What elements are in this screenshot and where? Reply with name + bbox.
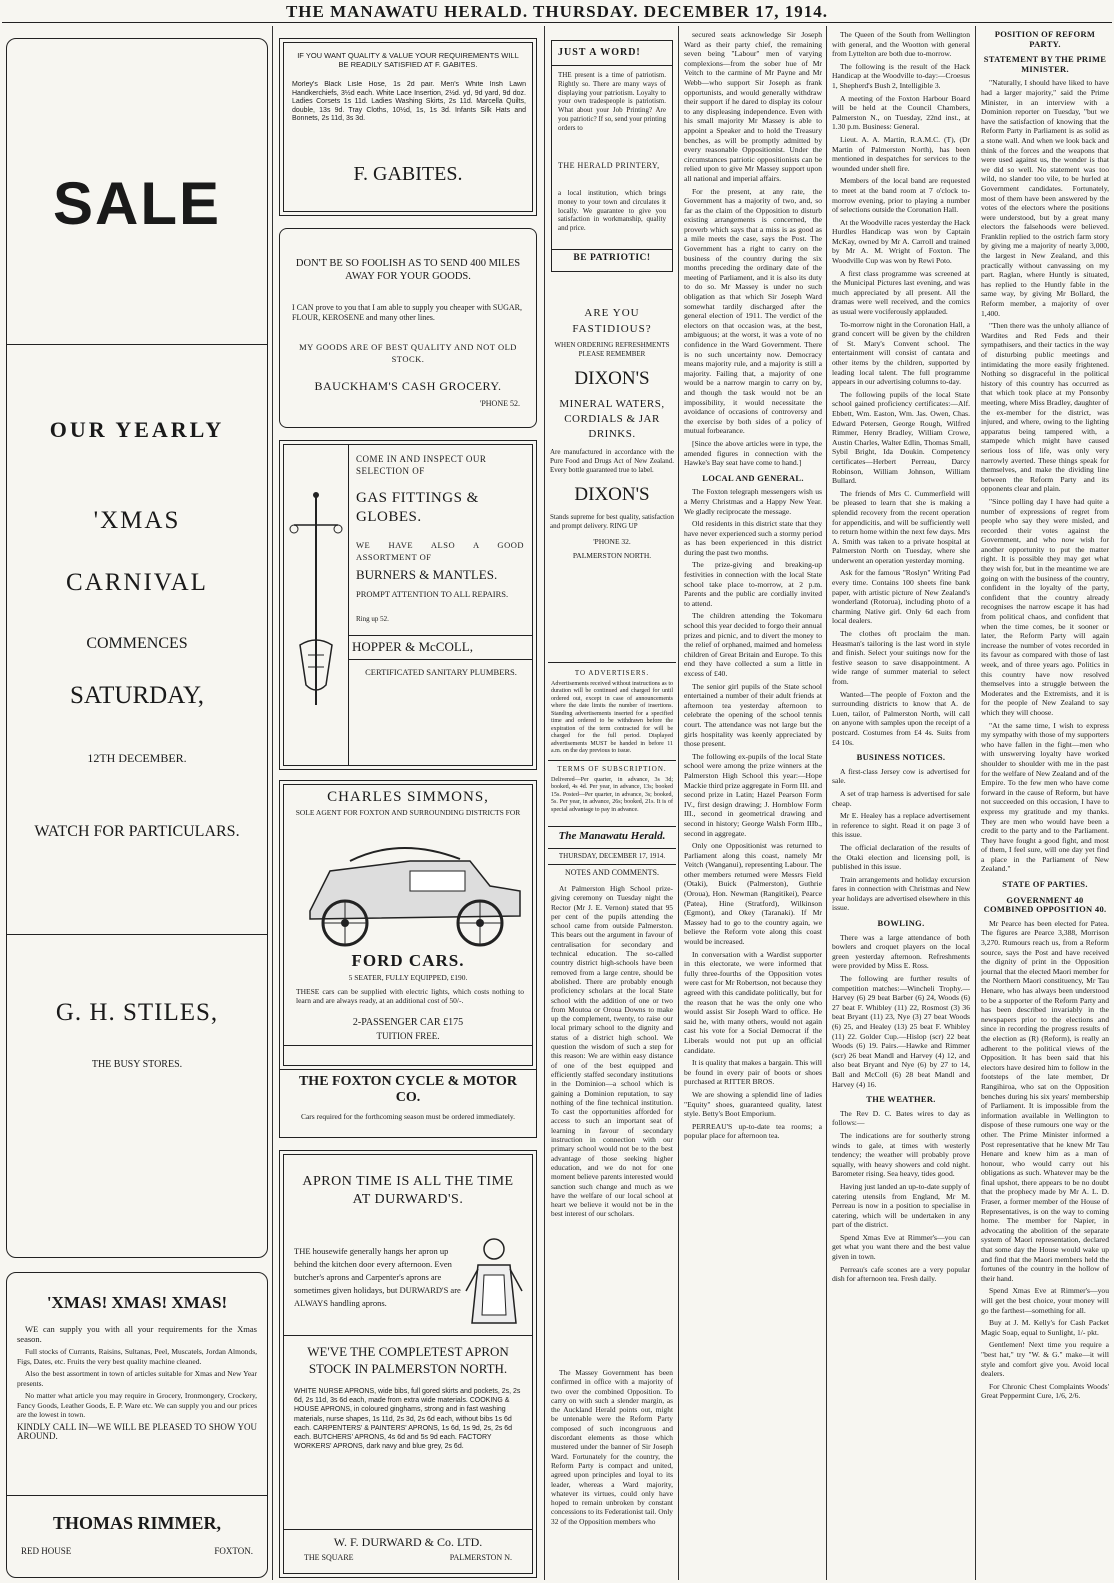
- col4-article: It is quality that makes a bargain. This will be found in every pair of boots or shoes purchased at RITTER BROS.: [684, 1058, 822, 1087]
- ford-tuition: TUITION FREE.: [376, 1031, 440, 1041]
- col5-article: The following pupils of the local State school gained proficiency certificates:—Alf. Ebbett, Wm. Easton, Wm. Jas. Owen, Chas. Edward Petersen, George Rough, Wilfred Rimmer, Henry Bradley, William Crowe, Austin Charles, Walter Edlin, Thomas Small, Sybil Bright, Ida Doukin. Competency certificates—Herbert Perreau, Darcy Robinson, William Johnson, William Bullard.: [832, 389, 970, 486]
- col4-article: Only one Oppositionist was returned to Parliament along this coast, namely Mr Veitch (Wanganui), representing Labour. The other members returned were Messrs Field (Otaki), Buick (Palmerston), Guthrie (Oroua), Hon. Newman (Rangitikei), Pearce (Patea), Hine (Stratford), Wilkinson (Egmont), and Okey (Taranaki). If Mr Massey had to go to the country again, we believe the Reform vote along this coast would be increased.: [684, 841, 822, 947]
- herald-printery-body: a local institution, which brings money to your town and circulates it locally. We guarantee to give you satisfaction in workmanship, quality and price.: [558, 189, 666, 233]
- state-of-parties-heading: STATE OF PARTIES.: [1002, 879, 1088, 890]
- sale-advertisement: [6, 38, 268, 1258]
- ford-body: THESE cars can be supplied with electric lights, which costs nothing to learn and are always ready, at an additional cost of 50/-.: [296, 987, 524, 1005]
- just-a-word-body: THE present is a time of patriotism. Rightly so. There are many ways of displaying your patriotism. Loyalty to your own tradespeople is patriotism. What about your Job Printing? Are you patriotic? If so, send your printing orders to: [558, 71, 666, 132]
- bauckham-advertisement: [279, 228, 537, 428]
- column-divider: [975, 26, 976, 1580]
- col4-article: Old residents in this district state that they have never experienced such a stormy period as has been experienced in this district during the past two months.: [684, 519, 822, 557]
- col5-article: The Rev D. C. Bates wires to day as follows:—: [832, 1108, 970, 1128]
- col5-article: The official declaration of the results of the Otaki election and licensing poll, is published in this issue.: [832, 842, 970, 872]
- gabites-heading: IF YOU WANT QUALITY & VALUE YOUR REQUIREMENTS WILL BE READILY SATISFIED AT F. GABITES.: [297, 51, 519, 69]
- ford-passenger: 2-PASSENGER CAR £175: [352, 1017, 464, 1028]
- simmons-advertisement: [279, 780, 537, 1070]
- reform-party-heading: POSITION OF REFORM PARTY.: [994, 30, 1096, 49]
- column-divider: [678, 26, 679, 1580]
- durward-name: W. F. DURWARD & Co. LTD.: [333, 1535, 483, 1549]
- column-five: [832, 30, 970, 1580]
- prime-minister-subheading: STATEMENT BY THE PRIME MINISTER.: [983, 54, 1107, 74]
- durward-advertisement: [279, 1150, 537, 1578]
- col5-article: There was a large attendance of both bowlers and croquet players on the local green yesterday afternoon. Refreshments were provided by Miss E. Ross.: [832, 932, 970, 971]
- notes-body: At Palmerston High School prize-giving ceremony on Tuesday night the Rector (Mr J. E. Vernon) stated that 95 per cent of the pupils attending the school came from outside Palmerston. This bears out the argument in favour of centralisation for secondary and technical education. The so-called country district high-schools have been removed from a large centre, should be abolished. There are probably enough proficiency scholars at the local State school with the addition of one or two from Moutoa or Oroua Downs to make up the complement, twenty, to raise our local primary school to the dignity and status of a district high school. We question the wisdom of such a step for this reason: We are within easy distance of one of the best equipped and efficiently staffed secondary institutions in the Dominion—a school which is gaining a Dominion reputation, to say nothing of the fine technical institution. To cast the opportunities afforded for access to such an important seat of learning in favour of secondary instruction in connection with our primary school would not be to the best advantage of those seeking higher education, and we do not for one moment believe parents interested would sanction such change and much as we have the welfare of our local school at heart we believe it would not be in the best interest of our scholars.: [551, 884, 673, 1219]
- column-six: [981, 30, 1109, 1580]
- col6-article: For Chronic Chest Complaints Woods' Great Peppermint Cure, 1/6, 2/6.: [981, 1381, 1109, 1401]
- col5-article: A first class programme was screened at the Municipal Pictures last evening, and was much appreciated by all present. All the dramas were well received, and the comics as usual were vociferously applauded.: [832, 268, 970, 317]
- subscription-body: Delivered—Per quarter, in advance, 3s 3d; booked, 4s 4d. Per year, in advance, 13s; booked 15s. Posted—Per quarter, in advance, 3s; booked, 5s. Per year, in advance, 26s; booked, 21s. It is of special advantage to pay in advance.: [551, 776, 673, 813]
- col6-article: Buy at J. M. Kelly's for Cash Packet Magic Soap, equal to Sunlight, 1/- pkt.: [981, 1318, 1109, 1337]
- gabites-prices: Morley's Black Lisle Hose, 1s 2d pair. Men's White Irish Lawn Handkerchiefs, 3½d each. White Lace Insertion, 2½d. yd, 9d yard, 9d doz. Ladies Corsets 1s 11d. Ladies Washing Skirts, 2s 11d. Marcella Quilts, double, 13s 9d. Tray Cloths, 10½d, 1s, 1s 3d. Infants Silk Hats and Bonnets, 2s 11d, 3s 3d.: [292, 81, 526, 122]
- durward-body: THE housewife generally hangs her apron up behind the kitchen door every afternoon. Even butcher's aprons and Carpenter's aprons are sometimes given holidays, but DURWARD'S are ALWAYS handling aprons.: [294, 1246, 461, 1308]
- page-masthead: THE MANAWATU HERALD. THURSDAY. DECEMBER 17, 1914.: [285, 2, 829, 21]
- gabites-advertisement: [279, 38, 537, 216]
- col5-article: Spend Xmas Eve at Rimmer's—you can get what you want there and the best value given in town.: [832, 1232, 970, 1262]
- massey-body: The Massey Government has been confirmed in office with a majority of two over the combined Opposition. To carry on with such a slender margin, as the Auckland Herald points out, might be untenable were the Reform Party composed of such incongruous and discordant elements as those which mustered under the banner of Sir Joseph Ward. Fortunately for the country, the Reform Party is compact and united, agreed upon principles and loyal to its leader, whereas a Ward majority, whatever its virtues, could only have hoped to remain unbroken by constant concessions to its Federationist tail. Only 32 of the Opposition members who: [551, 1368, 673, 1526]
- col5-article: The following is the result of the Hack Handicap at the Woodville to-day:—Croesus 1, Shepherd's Bush 2, Intelligible 3.: [832, 61, 970, 90]
- subscription-notice: [551, 766, 673, 814]
- durward-heading: APRON TIME IS ALL THE TIME AT DURWARD'S.: [302, 1174, 514, 1207]
- rimmer-grocery: No matter what article you may require in Grocery, Ironmongery, Crockery, Fancy Goods, Leather Goods, E. P. Ware etc. We can supply you and our prices are the lowest in town.: [17, 1391, 257, 1419]
- col4-article: We are showing a splendid line of ladies "Equity" shoes, guaranteed quality, latest style. Betty's Boot Emporium.: [684, 1089, 822, 1119]
- rimmer-call-in: KINDLY CALL IN—WE WILL BE PLEASED TO SHOW YOU AROUND.: [17, 1421, 257, 1441]
- bauckham-phone: 'PHONE 52.: [479, 399, 520, 408]
- bowling-heading: BOWLING.: [877, 918, 925, 929]
- hopper-prompt: PROMPT ATTENTION TO ALL REPAIRS.: [356, 589, 509, 599]
- sale-heading: SALE: [52, 170, 222, 237]
- col5-article: Ask for the famous "Roslyn" Writing Pad every time. Contains 100 sheets fine bank paper, with artistic picture of New Zealand's wonderland (Rotorua), including photo of a charming Native girl. Only 6d each from local dealers.: [832, 568, 970, 626]
- hopper-burners: BURNERS & MANTLES.: [356, 567, 498, 582]
- dixons-advertisement: [550, 305, 674, 560]
- to-advertisers-heading: TO ADVERTISERS.: [574, 670, 650, 677]
- column-divider: [826, 26, 827, 1580]
- col4-article: PERREAU'S up-to-date tea rooms; a popular place for afternoon tea.: [684, 1121, 822, 1141]
- just-a-word: JUST A WORD!: [558, 47, 641, 58]
- foxton-cycle-name: THE FOXTON CYCLE & MOTOR CO.: [298, 1074, 518, 1105]
- col6-article: "Since polling day I have had quite a number of expressions of regret from people who say they were misled, and recorded their votes against the Government, and who now wish for another opportunity to put the matter right. It is possible they may get what they wish for, but in the meantime we are going on with the business of the country, confident in the loyalty of the party, confident that the country already recognises the narrow escape it has had from political chaos, and confident that when the time comes, be it sooner or later, the Reform Party will again increase the number of votes recorded in its favour as compared with those of last week, and of three years ago. Politics in this country have now resolved themselves into a struggle between the Moderates and the Extremists, and it is for the people of New Zealand to say which they will choose.: [981, 496, 1109, 717]
- herald-date: THURSDAY, DECEMBER 17, 1914.: [558, 852, 666, 860]
- col5-article: The clothes oft proclaim the man. Heasman's tailoring is the last word in style and finish. Select your suitings now for the festive season to save disappointment. A wide range of summer material to select from.: [832, 629, 970, 686]
- col4-article: [Since the above articles were in type, the amended figures in connection with the Hawke's Bay seat have come to hand.]: [684, 438, 822, 468]
- col5-article: Perreau's cafe scones are a very popular dish for afternoon tea. Fresh daily.: [832, 1264, 970, 1284]
- xmas-word: 'XMAS: [93, 507, 181, 534]
- col5-article: At the Woodville races yesterday the Hack Hurdles Handicap was won by Captain McKay, owned by Mr A. Carroll and trained by Mr A. M. Wright of Foxton. The Woodville Cup was won by Rewi Poto.: [832, 217, 970, 266]
- col4-article: In conversation with a Wardist supporter in this electorate, we were informed that fully three-fourths of the Opposition votes were cast for Mr Robertson, not because they agreed with this candidate politically, but for the reason that he was the only one who would assist Sir Joseph Ward to office. He said he, with many others, would not again cast his vote for a Social Democrat if the Liberals would not put up an official candidate.: [684, 949, 822, 1055]
- government-opposition-subheading: GOVERNMENT 40 COMBINED OPPOSITION 40.: [983, 894, 1107, 915]
- hopper-come-in: COME IN AND INSPECT OUR SELECTION OF: [356, 454, 487, 476]
- sale-date: 12TH DECEMBER.: [87, 751, 187, 765]
- notes-heading: NOTES AND COMMENTS.: [564, 868, 659, 877]
- dixons-phone: 'PHONE 32.: [593, 537, 631, 546]
- col4-article: The following ex-pupils of the local State school were among the prize winners at the Palmerston High School this year:—Hope Mackie third prize aggregate in Form III. and second prize in Latin; Hazel Pearson Form IV., first design drawing; J. Hornblow Form III., second in geometrical drawing and second in history; George Walsh Form IIIb., second in aggregate.: [684, 751, 822, 838]
- gas-fitting-illustration: [286, 485, 346, 735]
- column-four: [684, 30, 822, 1580]
- col4-article: The senior girl pupils of the State school entertained a number of their adult friends at afternoon tea yesterday afternoon to celebrate the opening of the school tennis court. The attendance was not large but the girls hospitality was keenly appreciated by those present.: [684, 681, 822, 749]
- durward-town: PALMERSTON N.: [449, 1553, 512, 1562]
- col6-article: Mr Pearce has been elected for Patea. The figures are Pearce 3,388, Morrison 3,270. Rumours reach us, from a Reform source, says the Post and have received the dignity of print in the Opposition journal that the elected Maori member for the Northern Maori constituency, Mr Tau Henare, who has always been understood to be a supporter of the Reform Party and has been described invariably in the newspapers prior to the elections and since in recording the progress results of the election as (R) (Reform), is really an adherent to the political views of the Opposition. It has been said that his electors have desired him to follow in the footsteps of the late member, Dr Rangihiroa, who sat on the Opposition benches during his six years' membership of Parliament. It is impossible from the information available in Wellington to dispose of these rumours one way or the other. The Prime Minister informed a Post representative that he knew Mr Tau Henare and knew him as a man of honour, who would carry out his obligations as such. Whatever may be the final upshot, there appears to be no doubt that the prophecy made by Mr A. L. D. Fraser, a former member of the House of Representatives, is on the way to coming home. The member for Napier, in advocating the abolition of the separate system of Maori representation, declared that some day the House would wake up and find that the Maori members held the fortunes of the country in the hollow of their hand.: [981, 918, 1109, 1283]
- dixons-palmerston: PALMERSTON NORTH.: [572, 550, 652, 560]
- col4-article: secured seats acknowledge Sir Joseph Ward as their party chief, the remaining seven being "Labour" men of varying complexions—from the sober hue of Mr Veitch to the carmine of Mr Payne and Mr Webb—who support Sir Joseph as frank opportunists, and would generally withdraw their support if he dared to display its colour to any displeasing independence. Even with his small majority Mr Massey is able to appoint a Speaker and to hold the Treasury benches, as will be promptly admitted by every reasonable Oppositionist. Under the circumstances patriotic oppositionists can be relied upon to give Mr Massey support upon all national and imperial affairs.: [684, 30, 822, 183]
- apron-woman-illustration: [464, 1235, 524, 1325]
- col6-article: "Naturally, I should have liked to have had a larger majority," said the Prime Minister, in an interview with a Dominion reporter on Tuesday, "but we have the satisfaction of knowing that the Reform Party in Parliament is as solid as a stone wall. And when we look back and think of the forces and the weapons that were used against us, the wonder is that we did so well. No statement was too wild, no slander too vile, to be hurled at Government candidates. Fortunately, most of them have been answered by the votes of the electors where the positions were understood, but by a great many electors the falsehoods were believed. Franklin replied to the ostrich farm story by giving me a majority of nearly 3,000, the largest in New Zealand, and this practically without canvassing on my part. Raglan, where Huntly is situated, has replied to the Huntly fable in the same way, by giving Mr Bollard, the Reform member, a majority of over 1,400.: [981, 78, 1109, 318]
- business-notices-heading: BUSINESS NOTICES.: [856, 752, 946, 763]
- durward-apron-list: WHITE NURSE APRONS, wide bibs, full gored skirts and pockets, 2s, 2s 6d, 2s 11d, 3s 6d each, made from extra wide materials. COOKING & HOUSE APRONS, in coloured ginghams, strong and in fast washing materials, nurse shapes, 1s 11d, 2s 3d, 2s 6d each, without bibs 1s 6d each. CARPENTERS' & PAINTERS' APRONS, 1s 6d, 1s 9d, 2s, 2s 6d each. BUTCHERS' APRONS, 4s 6d and 5s 9d each. FACTORY WORKERS' APRONS, dark navy and blue grey, 2s 6d.: [294, 1388, 521, 1451]
- red-house: RED HOUSE: [21, 1546, 72, 1556]
- col5-article: Train arrangements and holiday excursion fares in connection with Christmas and New year holidays are advertised elsewhere in this issue.: [832, 874, 970, 913]
- to-advertisers-notice: [551, 670, 673, 756]
- col5-article: Having just landed an up-to-date supply of catering utensils from England, Mr M. Perreau is now in a position to specialise in catering, which will be undertaken in any part of the district.: [832, 1181, 970, 1230]
- ford-seater: 5 SEATER, FULLY EQUIPPED, £190.: [348, 973, 468, 982]
- dixons-manufactured: Are manufactured in accordance with the Pure Food and Drugs Act of New Zealand. Every bottle guaranteed true to label.: [550, 448, 674, 474]
- col4-article: For the present, at any rate, the Government has a majority of two, and, so far as the claim of the Opposition to disturb existing arrangements is concerned, the proverb which says that a miss is as good as a mile meets the case, says the Post. The Government has a right to carry on the business of the country during the six months preceding the ordinary date of the meeting of Parliament, and it is also its duty to do so. Mr Massey is under no such obligation as that which Sir Joseph Ward somewhat tardily discharged after the general election of 1911. The verdict of the electors on that occasion was, at the best, ambiguous; at the worst, it was a vote of no confidence in the Ward Government. There is no such uncertainty now. Democracy means majority rule, and a majority is still a majority. Failing that, a majority of one would be a narrow margin to carry on by, and though the task would not be an impossibility, it would necessitate the avoidance of occasions of controversy and the exercise by both sides of a policy of mutual forbearance.: [684, 186, 822, 436]
- dixons-when-ordering: WHEN ORDERING REFRESHMENTS PLEASE REMEMBER: [554, 341, 670, 358]
- are-you-fastidious: ARE YOU FASTIDIOUS?: [572, 307, 652, 335]
- rimmer-town: FOXTON.: [214, 1546, 253, 1556]
- masthead-rule: [2, 22, 1112, 23]
- col6-article: "At the same time, I wish to express my sympathy with those of my supporters who have fallen in the fight—men who with unswerving loyalty have worked shoulder to shoulder with me in the past for the welfare of New Zealand and of the Empire. To the few men who have come forward in the cause of Reform, but have not succeeded on this occasion, I have to express my gratitude and my thanks. They are men who would have been a credit to the party and to the Parliament. They have fought a good fight, and most of them, I feel sure, will one day yet find a place in the Parliament of New Zealand.": [981, 720, 1109, 874]
- rimmer-presents: Also the best assortment in town of articles suitable for Xmas and New Year presents.: [17, 1369, 257, 1388]
- col5-article: A first-class Jersey cow is advertised for sale.: [832, 766, 970, 786]
- col5-article: Wanted—The people of Foxton and the surrounding districts to know that A. de Luen, tailor, of Palmerston North, will call on anyone with samples upon the receipt of a postcard. Costumes from £4 4s. Suits from £4 10s.: [832, 689, 970, 747]
- hopper-name: HOPPER & McCOLL,: [352, 639, 473, 654]
- bauckham-heading: DON'T BE SO FOOLISH AS TO SEND 400 MILES AWAY FOR YOUR GOODS.: [295, 258, 521, 282]
- commences-word: COMMENCES: [86, 635, 188, 652]
- to-advertisers-body: Advertisements received without instructions as to duration will be continued and charged for until ordered out, except in case of announcements where the date limits the number of insertions. Standing advertisements inserted for a specified time and ordered to be withdrawn before the expiration of the term contracted for will be charged for the full period. Displayed advertisements MUST be handed in before 11 a.m. on the day previous to issue.: [551, 680, 673, 754]
- foxton-cycle-advertisement: [279, 1068, 537, 1138]
- col6-article: Gentlemen! Next time you require a "best hat," try "W. & G." make—it will style and comfort give you. Avoid local dealers.: [981, 1340, 1109, 1379]
- our-yearly: OUR YEARLY: [49, 417, 225, 442]
- hopper-gas-fittings: GAS FITTINGS & GLOBES.: [356, 490, 479, 525]
- notes-article: [551, 884, 673, 1362]
- col5-article: The Queen of the South from Wellington with general, and the Wootton with general from Lyttelton are both due to-morrow.: [832, 30, 970, 59]
- col5-article: A meeting of the Foxton Harbour Board will be held at the Council Chambers, Palmerston N., on Tuesday, 22nd inst., at 1.30 p.m. Business: General.: [832, 93, 970, 132]
- col5-article: The indications are for southerly strong winds to gale, at times with westerly tendency; the weather will probably prove squally, with heavy showers and cold night. Barometer rising. Sea heavy, tides good.: [832, 1130, 970, 1179]
- bauckham-quality: MY GOODS ARE OF BEST QUALITY AND NOT OLD STOCK.: [299, 342, 517, 364]
- column-divider: [272, 26, 273, 1580]
- local-general-heading: LOCAL AND GENERAL.: [702, 472, 804, 483]
- simmons-agent: SOLE AGENT FOR FOXTON AND SURROUNDING DISTRICTS FOR: [295, 808, 521, 817]
- gabites-name: F. GABITES.: [353, 163, 463, 185]
- saturday-word: SATURDAY,: [69, 682, 205, 709]
- dixons-title: DIXON'S: [574, 368, 650, 389]
- be-patriotic: BE PATRIOTIC!: [573, 253, 651, 263]
- ford-cars: FORD CARS.: [351, 951, 465, 970]
- col4-article: The Foxton telegraph messengers wish us a Merry Christmas and a Happy New Year. We gladly reciprocate the message.: [684, 487, 822, 516]
- column-divider: [544, 26, 545, 1580]
- col5-article: The following are further results of competition matches:—Wincheli Trophy.—Harvey (6) 29 beat Barber (6) 24, Woods (6) 27 beat F. Whibley (11) 22, Rosmost (3) 36 beat Bryant (11) 23, Nye (3) 27 beat Woods (6) 25, and Healey (13) 25 beat F. Whibley (11) 22. Golder Cup.—Hislop (scr) 22 beat Woods (6) 19. Pairs.—Hawke and Rimmer (scr) 26 beat Mandl and Harvey (4) 12, and also beat Bryant and Nye (6) by 27 to 14, Ball and McColl (6) 28 beat Mandl and Harvey (4) 16.: [832, 974, 970, 1089]
- col5-article: Mr E. Healey has a replace advertisement in reference to sight. Read it on page 3 of this issue.: [832, 811, 970, 840]
- herald-printery: THE HERALD PRINTERY,: [558, 161, 660, 170]
- watch-for-particulars: WATCH FOR PARTICULARS.: [34, 823, 240, 840]
- col5-article: Lieut. A. A. Martin, R.A.M.C. (T), (Dr Martin of Palmerston North), has been mentioned in despatches for services to the wounded under shell fire.: [832, 134, 970, 173]
- col4-article: The prize-giving and breaking-up festivities in connection with the local State school take place to-morrow, at 2 p.m. Parents and the public are cordially invited to attend.: [684, 560, 822, 608]
- col5-article: Members of the local band are requested to meet at the band room at 7 o'clock to-morrow evening, prior to playing a number of selections outside the Coronation Hall.: [832, 176, 970, 215]
- durward-square: THE SQUARE: [304, 1553, 354, 1562]
- foxton-cycle-cars: Cars required for the forthcoming season must be ordered immediately.: [300, 1112, 516, 1121]
- rimmer-intro: WE can supply you with all your requirements for the Xmas season.: [17, 1325, 257, 1344]
- rimmer-name: THOMAS RIMMER,: [53, 1513, 221, 1533]
- carnival-word: CARNIVAL: [66, 569, 208, 596]
- subscription-heading: TERMS OF SUBSCRIPTION.: [557, 766, 667, 773]
- herald-title: The Manawatu Herald.: [558, 830, 666, 842]
- dixons-mineral: MINERAL WATERS, CORDIALS & JAR DRINKS.: [559, 398, 665, 440]
- xmas-heading: 'XMAS! XMAS! XMAS!: [46, 1293, 228, 1312]
- simmons-name: CHARLES SIMMONS,: [327, 789, 489, 805]
- bauckham-name: BAUCKHAM'S CASH GROCERY.: [314, 379, 502, 393]
- hopper-certificated: CERTIFICATED SANITARY PLUMBERS.: [365, 667, 517, 677]
- col5-article: A set of trap harness is advertised for sale cheap.: [832, 788, 970, 808]
- massey-article: [551, 1368, 673, 1580]
- rimmer-advertisement: [6, 1272, 268, 1578]
- dixons-stands: Stands supreme for best quality, satisfaction and prompt delivery. RING UP: [550, 513, 674, 530]
- busy-stores: THE BUSY STORES.: [91, 1059, 183, 1070]
- rimmer-fruits: Full stocks of Currants, Raisins, Sultanas, Peel, Muscatels, Jordan Almonds, Figs, Dates, etc. Fruits the very best quality machine cleaned.: [17, 1347, 257, 1366]
- col6-article: "Then there was the unholy alliance of Wardites and Red Feds and their sympathisers, and their tactics in the way of disturbing public meetings and intimidating the more easily frightened. Nothing so disgraceful in the political history of this country has occurred as that which took place at my Ponsonby meeting, where Miss Bradley, daughter of the ex-member for the district, was injured, and where, owing to the lighting apparatus being tampered with, a stampede which might have caused serious loss of life, was only very narrowly averted. These things speak for themselves, and make the dividing line between the Reform Party and its opponents clear and plain.: [981, 321, 1109, 494]
- bauckham-body: I CAN prove to you that I am able to supply you cheaper with SUGAR, FLOUR, KEROSENE and many other lines.: [292, 303, 522, 322]
- col4-article: The children attending the Tokomaru school this year decided to forgo their annual prizes and picnic, and to divert the money to the relief of orphaned, maimed and homeless children of Great Britain and Europe. To this end they have collected a sum a little in excess of £40.: [684, 611, 822, 678]
- stiles-name: G. H. STILES,: [55, 999, 219, 1026]
- col5-article: To-morrow night in the Coronation Hall, a grand concert will be given by the children of St. Mary's Convent school. The entertainment will consist of cantata and other items by the children, supported by leading local talent. The full programme appears in our advertising columns to-day.: [832, 319, 970, 387]
- col5-article: The friends of Mrs C. Cummerfield will be pleased to learn that she is making a splendid recovery from the recent operation for appendicitis, and will be sufficiently well to return home within the next few days. Mrs A. Smith was taken to a private hospital at Palmerston North on Tuesday, where she underwent an operation yesterday morning.: [832, 488, 970, 565]
- hopper-advertisement: [279, 440, 537, 770]
- hopper-ring: Ring up 52.: [356, 615, 389, 623]
- dixons-title-2: DIXON'S: [574, 484, 650, 505]
- hopper-also: WE HAVE ALSO A GOOD ASSORTMENT OF: [356, 540, 524, 562]
- herald-printery-advertisement: [551, 40, 673, 272]
- durward-stock: WE'VE THE COMPLETEST APRON STOCK IN PALMERSTON NORTH.: [307, 1344, 509, 1376]
- ford-car-illustration: [290, 831, 530, 951]
- weather-heading: THE WEATHER.: [866, 1094, 936, 1105]
- col6-article: Spend Xmas Eve at Rimmer's—you will get the best choice, your money will go the farthest—something for all.: [981, 1286, 1109, 1315]
